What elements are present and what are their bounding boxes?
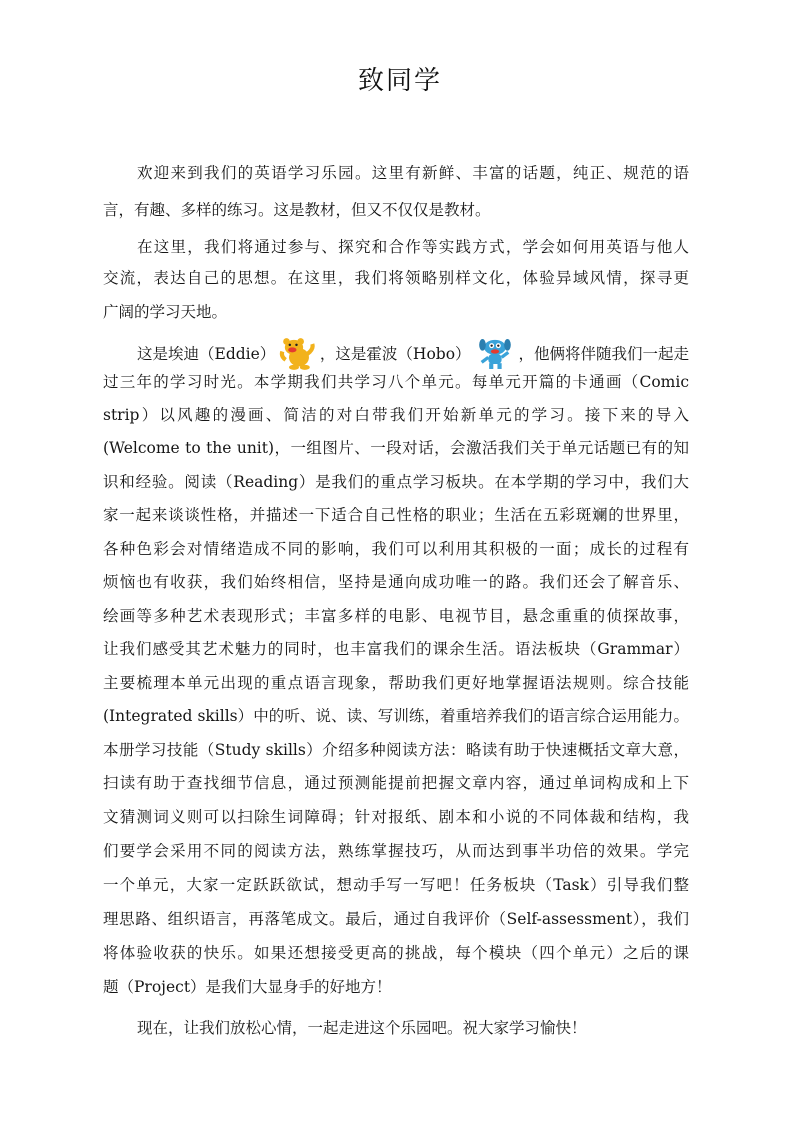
text-line <box>103 639 689 659</box>
text-line <box>103 841 689 861</box>
text-line-content: 过三年的学习时光。本学期我们共学习八个单元。每单元开篇的卡通画（Comic <box>103 373 689 391</box>
text-line-content: 识和经验。阅读（Reading）是我们的重点学习板块。在本学期的学习中，我们大 <box>103 473 689 491</box>
text-line-content: 交流，表达自己的思想。在这里，我们将领略别样文化，体验异域风情，探寻更 <box>103 269 689 287</box>
mascot-line <box>103 334 689 374</box>
text-line-content: 们要学会采用不同的阅读方法，熟练掌握技巧，从而达到事半功倍的效果。学完 <box>103 842 689 860</box>
text-line <box>103 163 689 183</box>
text-line <box>103 875 689 895</box>
text-line-content: 让我们感受其艺术魅力的同时，也丰富我们的课余生活。语法板块（Grammar） <box>103 640 689 658</box>
text-line-content: 家一起来谈谈性格，并描述一下适合自己性格的职业；生活在五彩斑斓的世界里， <box>103 506 689 524</box>
text-line-content: 烦恼也有收获，我们始终相信，坚持是通向成功唯一的路。我们还会了解音乐、 <box>103 573 689 591</box>
text-line-content: (Integrated skills）中的听、说、读、写训练，着重培养我们的语言综合运用能力。 <box>103 707 689 725</box>
text-line-content: 将体验收获的快乐。如果还想接受更高的挑战，每个模块（四个单元）之后的课 <box>103 944 689 962</box>
text-line <box>103 909 689 929</box>
text-line <box>103 673 689 693</box>
hobo-dog-mascot <box>475 334 515 374</box>
text-line-content: 题（Project）是我们大显身手的好地方！ <box>103 978 392 996</box>
text-line-content: 扫读有助于查找细节信息，通过预测能提前把握文章内容，通过单词构成和上下 <box>103 774 689 792</box>
text-line-content: 这是埃迪（Eddie） <box>137 345 276 363</box>
text-line <box>103 268 689 288</box>
text-line <box>103 302 689 322</box>
text-line-content: 言，有趣、多样的练习。这是教材，但又不仅仅是教材。 <box>103 201 491 219</box>
text-line-content: 一个单元，大家一定跃跃欲试，想动手写一写吧！任务板块（Task）引导我们整 <box>103 876 689 894</box>
text-line <box>103 706 689 726</box>
text-line-content: 本册学习技能（Study skills）介绍多种阅读方法：略读有助于快速概括文章大意， <box>103 741 689 759</box>
text-line-content: 在这里，我们将通过参与、探究和合作等实践方式，学会如何用英语与他人 <box>137 238 689 256</box>
text-line-content: 各种色彩会对情绪造成不同的影响，我们可以利用其积极的一面；成长的过程有 <box>103 540 689 558</box>
text-line-content: ，这是霍波（Hobo） <box>319 345 471 363</box>
text-line-content: 现在，让我们放松心情，一起走进这个乐园吧。祝大家学习愉快！ <box>137 1019 587 1037</box>
text-line <box>103 505 689 525</box>
text-line-content: 理思路、组织语言，再落笔成文。最后，通过自我评价（Self-assessment），我们 <box>103 910 689 928</box>
text-line <box>103 237 689 257</box>
text-line <box>103 977 689 997</box>
text-line-content: ，他俩将伴随我们一起走 <box>518 345 689 363</box>
text-line <box>103 405 689 425</box>
text-line <box>103 539 689 559</box>
text-line <box>103 740 689 760</box>
text-line-content: strip）以风趣的漫画、简洁的对白带我们开始新单元的学习。接下来的导入 <box>103 406 689 424</box>
text-line-content: 主要梳理本单元出现的重点语言现象，帮助我们更好地掌握语法规则。综合技能 <box>103 674 689 692</box>
text-line <box>103 372 689 392</box>
eddie-bear-mascot <box>279 334 316 374</box>
text-line <box>103 943 689 963</box>
text-line-content: 广阔的学习天地。 <box>103 303 228 321</box>
text-line <box>103 606 689 626</box>
text-line <box>103 807 689 827</box>
text-line-content: 绘画等多种艺术表现形式；丰富多样的电影、电视节目，悬念重重的侦探故事， <box>103 607 689 625</box>
text-line-content: 文猜测词义则可以扫除生词障碍；针对报纸、剧本和小说的不同体裁和结构，我 <box>103 808 689 826</box>
text-line <box>103 1018 689 1038</box>
text-line-content: 欢迎来到我们的英语学习乐园。这里有新鲜、丰富的话题，纯正、规范的语 <box>137 164 689 182</box>
text-line <box>103 200 689 220</box>
page-title: 致同学 <box>357 66 442 96</box>
text-line <box>103 438 689 458</box>
text-line <box>103 773 689 793</box>
text-line <box>103 572 689 592</box>
text-line <box>103 472 689 492</box>
text-line-content: (Welcome to the unit)，一组图片、一段对话，会激活我们关于单元话题已有的知 <box>103 439 689 457</box>
